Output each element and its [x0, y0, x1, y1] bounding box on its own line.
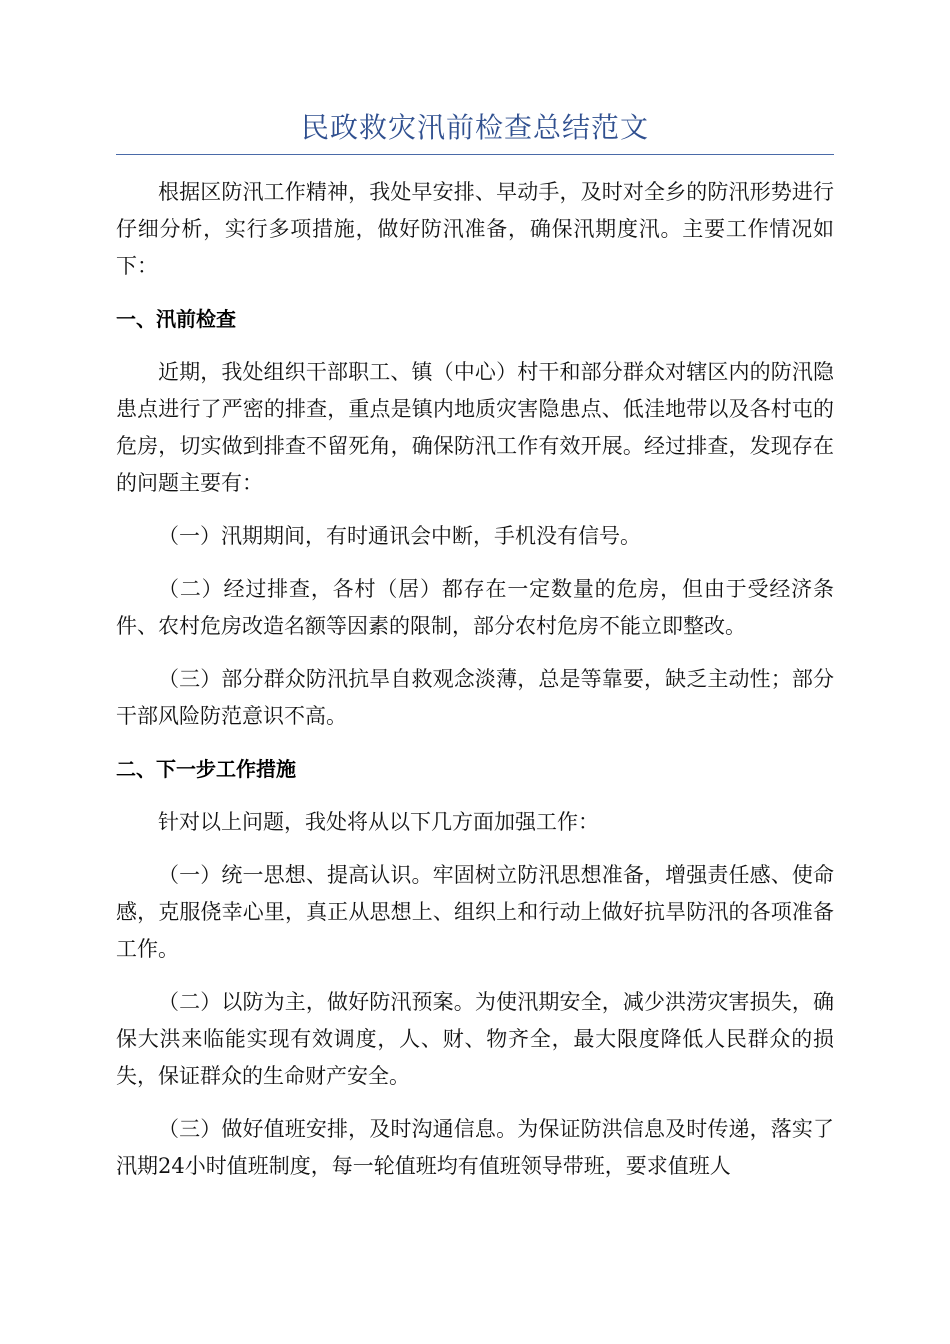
paragraph: 近期，我处组织干部职工、镇（中心）村干和部分群众对辖区内的防汛隐患点进行了严密的排查，重点是镇内地质灾害隐患点、低洼地带以及各村屯的危房，切实做到排查不留死角，确保防汛工作有效开展。经过排查，发现存在的问题主要有：	[116, 360, 834, 495]
document-title: 民政救灾汛前检查总结范文	[300, 111, 649, 144]
intro-paragraph: 根据区防汛工作精神，我处早安排、早动手，及时对全乡的防汛形势进行仔细分析，实行多项措施，做好防汛准备，确保汛期度汛。主要工作情况如下：	[116, 180, 834, 278]
paragraph: （二）经过排查，各村（居）都存在一定数量的危房，但由于受经济条件、农村危房改造名额等因素的限制，部分农村危房不能立即整改。	[116, 577, 834, 638]
section-heading-inspection: 一、汛前检查	[116, 307, 236, 331]
paragraph: （三）部分群众防汛抗旱自救观念淡薄，总是等靠要，缺乏主动性；部分干部风险防范意识不高。	[116, 667, 834, 728]
paragraph: （三）做好值班安排，及时沟通信息。为保证防洪信息及时传递，落实了汛期24小时值班制度，每一轮值班均有值班领导带班，要求值班人	[116, 1117, 834, 1178]
paragraph: 针对以上问题，我处将从以下几方面加强工作：	[158, 810, 599, 834]
paragraph: （一）汛期期间，有时通讯会中断，手机没有信号。	[158, 524, 641, 548]
section-heading-next-steps: 二、下一步工作措施	[116, 757, 296, 781]
document-body	[116, 174, 834, 1201]
paragraph: （二）以防为主，做好防汛预案。为使汛期安全，减少洪涝灾害损失，确保大洪来临能实现有效调度，人、财、物齐全，最大限度降低人民群众的损失，保证群众的生命财产安全。	[116, 990, 834, 1088]
paragraph: （一）统一思想、提高认识。牢固树立防汛思想准备，增强责任感、使命感，克服侥幸心里，真正从思想上、组织上和行动上做好抗旱防汛的各项准备工作。	[116, 863, 834, 961]
title-divider	[116, 154, 834, 155]
